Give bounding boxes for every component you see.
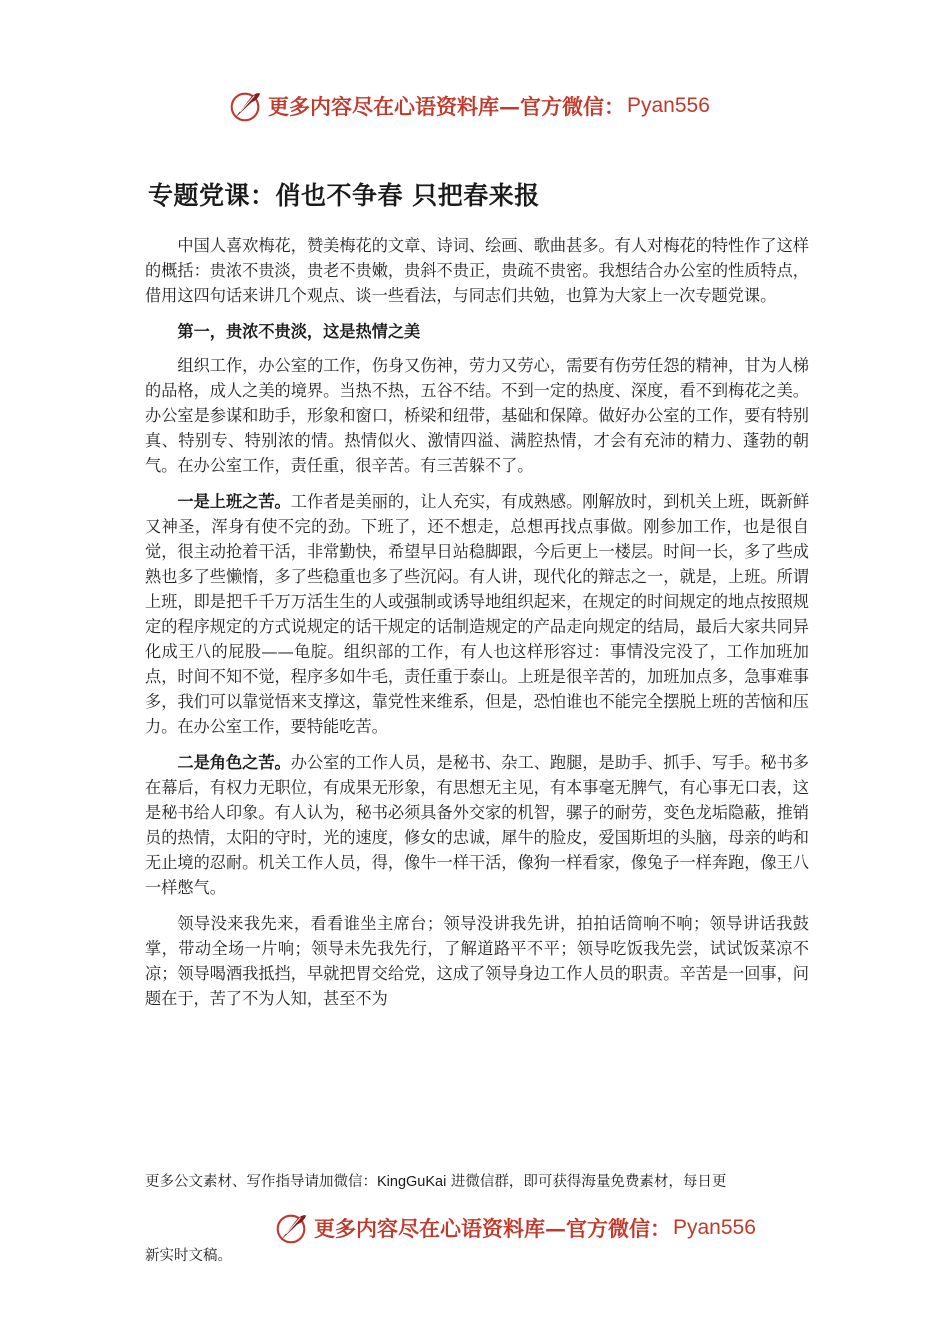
intro-paragraph: 中国人喜欢梅花，赞美梅花的文章、诗词、绘画、歌曲甚多。有人对梅花的特性作了这样的概括：贵浓不贵淡，贵老不贵嫩，贵斜不贵正，贵疏不贵密。我想结合办公室的性质特点，借用这四句话来讲几个观点、谈一些看法，与同志们共勉，也算为大家上一次专题党课。 [145, 236, 809, 305]
banner-handle: Pyan556 [627, 94, 710, 117]
body-paragraph: 组织工作，办公室的工作，伤身又伤神，劳力又劳心，需要有伤劳任怨的精神，甘为人梯的品格，成人之美的境界。当热不热，五谷不结。不到一定的热度、深度，看不到梅花之美。办公室是参谋和助手，形象和窗口，桥梁和纽带，基础和保障。做好办公室的工作，要有特别真、特别专、特别浓的情。热情似火、激情四溢、满腔热情，才会有充沛的精力、蓬勃的朝气。在办公室工作，责任重，很辛苦。有三苦躲不了。 [145, 356, 809, 475]
banner-text: 更多内容尽在心语资料库—官方微信： [268, 94, 625, 119]
wechat-id: KingGuKai [377, 1174, 447, 1190]
footer-note-end: 新实时文稿。 [145, 1248, 232, 1264]
paragraph-lead: 二是角色之苦。 [177, 753, 291, 772]
header-banner [226, 84, 710, 128]
banner-handle: Pyan556 [673, 1216, 756, 1239]
footer-note: 更多公文素材、写作指导请加微信：KingGuKai 进微信群，即可获得海量免费素材，每日更 [145, 1174, 727, 1190]
body-paragraph: 领导没来我先来，看看谁坐主席台；领导没讲我先讲，拍拍话筒响不响；领导讲话我鼓掌，带动全场一片响；领导未先我先行，了解道路平不平；领导吃饭我先尝，试试饭菜凉不凉；领导喝酒我抵挡，早就把胃交给党，这成了领导身边工作人员的职责。辛苦是一回事，问题在于，苦了不为人知，甚至不为 [145, 914, 809, 1008]
body-paragraph: 一是上班之苦。工作者是美丽的，让人充实，有成熟感。刚解放时，到机关上班，既新鲜又神圣，浑身有使不完的劲。下班了，还不想走，总想再找点事做。刚参加工作，也是很自觉，很主动抢着干活，非常勤快，希望早日站稳脚跟，今后更上一楼层。时间一长，多了些成熟也多了些懒惰，多了些稳重也多了些沉闷。有人讲，现代化的辩志之一，就是，上班。所谓上班，即是把千千万万活生生的人或强制或诱导地组织起来，在规定的时间规定的地点按照规定的程序规定的方式说规定的话干规定的话制造规定的产品走向规定的结局，最后大家共同异化成王八的屁股——龟腚。组织部的工作，有人也这样形容过：事情没完没了，工作加班加点，时间不知不觉，程序多如牛毛，责任重于泰山。上班是很辛苦的，加班加点多，急事难事多，我们可以靠觉悟来支撑这，靠党性来维系，但是，恐怕谁也不能完全摆脱上班的苦恼和压力。在办公室工作，要特能吃苦。 [145, 492, 810, 736]
document-body [145, 233, 809, 1011]
body-paragraph: 二是角色之苦。办公室的工作人员，是秘书、杂工、跑腿，是助手、抓手、写手。秘书多在幕后，有权力无职位，有成果无形象，有思想无主见，有本事毫无脾气，有心事无口表，这是秘书给人印象。有人认为，秘书必须具备外交家的机智，骡子的耐劳，变色龙垢隐蔽，推销员的热情，太阳的守时，光的速度，修女的忠诚，犀牛的脸皮，爱国斯坦的头脑，母亲的屿和无止境的忍耐。机关工作人员，得，像牛一样干活，像狗一样看家，像兔子一样奔跑，像王八一样憋气。 [145, 753, 810, 897]
banner-text: 更多内容尽在心语资料库—官方微信： [314, 1216, 671, 1241]
quill-circle-logo-icon [272, 1209, 310, 1247]
section-heading: 第一，贵浓不贵淡，这是热情之美 [177, 322, 421, 341]
footer-banner [272, 1206, 756, 1250]
document-title: 专题党课：俏也不争春 只把春来报 [148, 181, 540, 210]
quill-circle-logo-icon [226, 87, 264, 125]
paragraph-lead: 一是上班之苦。 [177, 492, 291, 511]
